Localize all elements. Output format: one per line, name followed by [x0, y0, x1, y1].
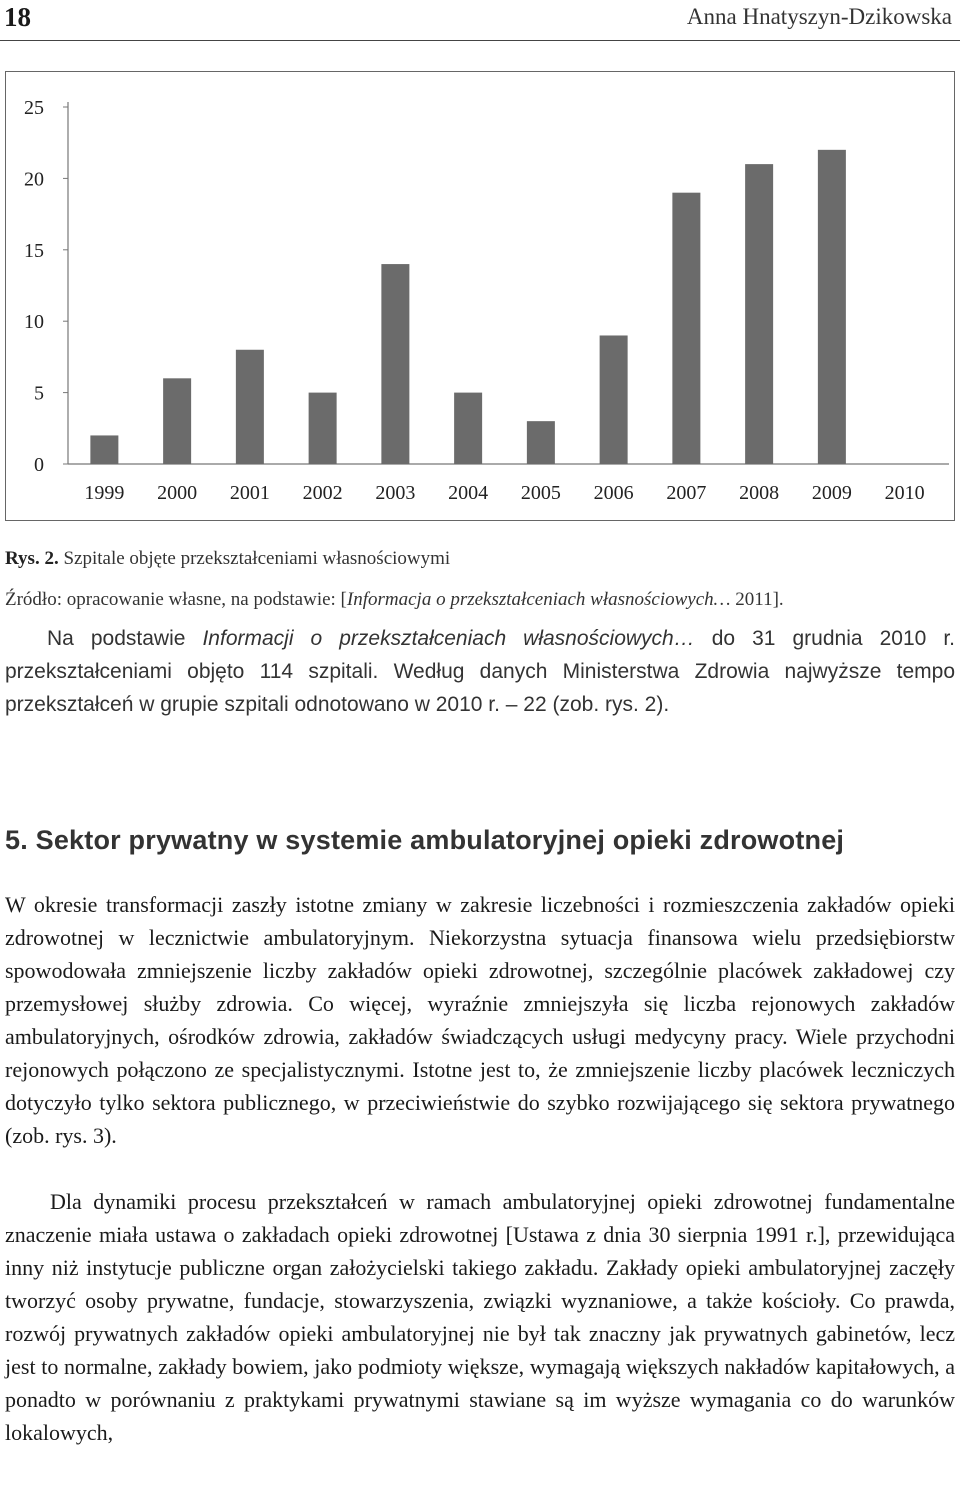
- paragraph-intro-end: do 31 grudnia 2010 r. przekształceniami objęto 114 szpitali. Według danych Ministerstwa Zdrowia najwyższe tempo przekształceń w grupie szpitali odnotowano w 2010 r. – 22 (zob. rys. 2).: [5, 627, 955, 716]
- bar-2003: [381, 264, 409, 464]
- x-tick-label: 2010: [884, 482, 925, 504]
- bar-2006: [600, 335, 628, 464]
- page-number: 18: [4, 2, 31, 32]
- y-tick-label: 5: [34, 382, 44, 405]
- bar-2002: [309, 393, 337, 464]
- bar-2009: [818, 150, 846, 464]
- section-heading: 5. Sektor prywatny w systemie ambulatoryjnej opieki zdrowotnej: [5, 825, 845, 855]
- paragraph-intro-start: Na podstawie: [47, 627, 203, 650]
- x-tick-label: 2009: [811, 482, 852, 504]
- page-header: [0, 0, 960, 40]
- x-tick-label: 2007: [666, 482, 707, 504]
- bar-2004: [454, 393, 482, 464]
- x-tick-label: 2005: [520, 482, 561, 504]
- bar-2005: [527, 421, 555, 464]
- figure-source-prefix: Źródło: opracowanie własne, na podstawie: [: [5, 589, 347, 610]
- y-tick-label: 20: [24, 168, 44, 191]
- x-tick-label: 2002: [302, 482, 343, 504]
- figure-source: [5, 589, 784, 611]
- bar-chart-frame: [5, 71, 955, 521]
- bar-2000: [163, 378, 191, 464]
- bar-chart: [6, 72, 956, 522]
- x-tick-label: 1999: [84, 482, 125, 504]
- x-tick-label: 2008: [739, 482, 780, 504]
- header-rule: [0, 40, 960, 41]
- figure-source-suffix: 2011].: [730, 589, 784, 610]
- running-header-author: Anna Hnatyszyn-Dzikowska: [686, 4, 952, 29]
- paragraph-ambulatory-law: Dla dynamiki procesu przekształceń w ramach ambulatoryjnej opieki zdrowotnej fundamentalne znaczenie miała ustawa o zakładach opieki zdrowotnej [Ustawa z dnia 30 sierpnia 1991 r.], przewidująca inny niż instytucje publiczne organ założycielski takiego zakładu. Zakłady opieki ambulatoryjnej zaczęły tworzyć osoby prywatne, fundacje, stowarzyszenia, związki wyznaniowe, a także kościoły. Co prawda, rozwój prywatnych zakładów opieki ambulatoryjnej nie był tak znaczny jak prywatnych gabinetów, lecz jest to normalne, zakłady bowiem, jako podmioty większe, wymagają większych nakładów kapitałowych, a ponadto w porównaniu z praktykami prywatnymi stawiane są im wyższe wymagania co do warunków lokalowych,: [5, 1189, 955, 1445]
- paragraph-transformation: W okresie transformacji zaszły istotne zmiany w zakresie liczebności i rozmieszczenia zakładów opieki zdrowotnej w lecznictwie ambulatoryjnym. Niekorzystna sytuacja finansowa wielu przedsiębiorstw spowodowała zmniejszenie liczby zakładów opieki zdrowotnej, szczególnie placówek zakładowej czy przemysłowej służby zdrowia. Co więcej, wyraźnie zmniejszyła się liczba rejonowych zakładów ambulatoryjnych, ośrodków zdrowia, zakładów świadczących usługi medycyny pracy. Wiele przychodni rejonowych połączono ze specjalistycznymi. Istotne jest to, że zmniejszenie liczby placówek leczniczych dotyczyło tylko sektora publicznego, w przeciwieństwie do szybko rozwijającego się sektora prywatnego (zob. rys. 3).: [5, 892, 955, 1148]
- x-tick-label: 2001: [229, 482, 270, 504]
- bar-2008: [745, 164, 773, 464]
- paragraph-intro: [5, 622, 955, 721]
- figure-caption-text: Szpitale objęte przekształceniami własnościowymi: [63, 548, 451, 569]
- y-tick-label: 0: [34, 454, 44, 476]
- y-tick-label: 10: [24, 311, 44, 334]
- x-tick-label: 2003: [375, 482, 416, 504]
- bar-1999: [90, 435, 118, 464]
- figure-caption: [5, 548, 450, 570]
- x-tick-label: 2006: [593, 482, 634, 504]
- y-tick-label: 15: [24, 239, 44, 262]
- paragraph-intro-italic-title: Informacji o przekształceniach własnościowych…: [202, 627, 695, 650]
- bar-2007: [672, 193, 700, 464]
- x-tick-label: 2000: [157, 482, 198, 504]
- bar-2001: [236, 350, 264, 464]
- y-tick-label: 25: [24, 97, 44, 119]
- figure-source-title: Informacja o przekształceniach własnościowych…: [346, 589, 731, 610]
- x-tick-label: 2004: [448, 482, 489, 504]
- figure-caption-label: Rys. 2.: [5, 548, 59, 569]
